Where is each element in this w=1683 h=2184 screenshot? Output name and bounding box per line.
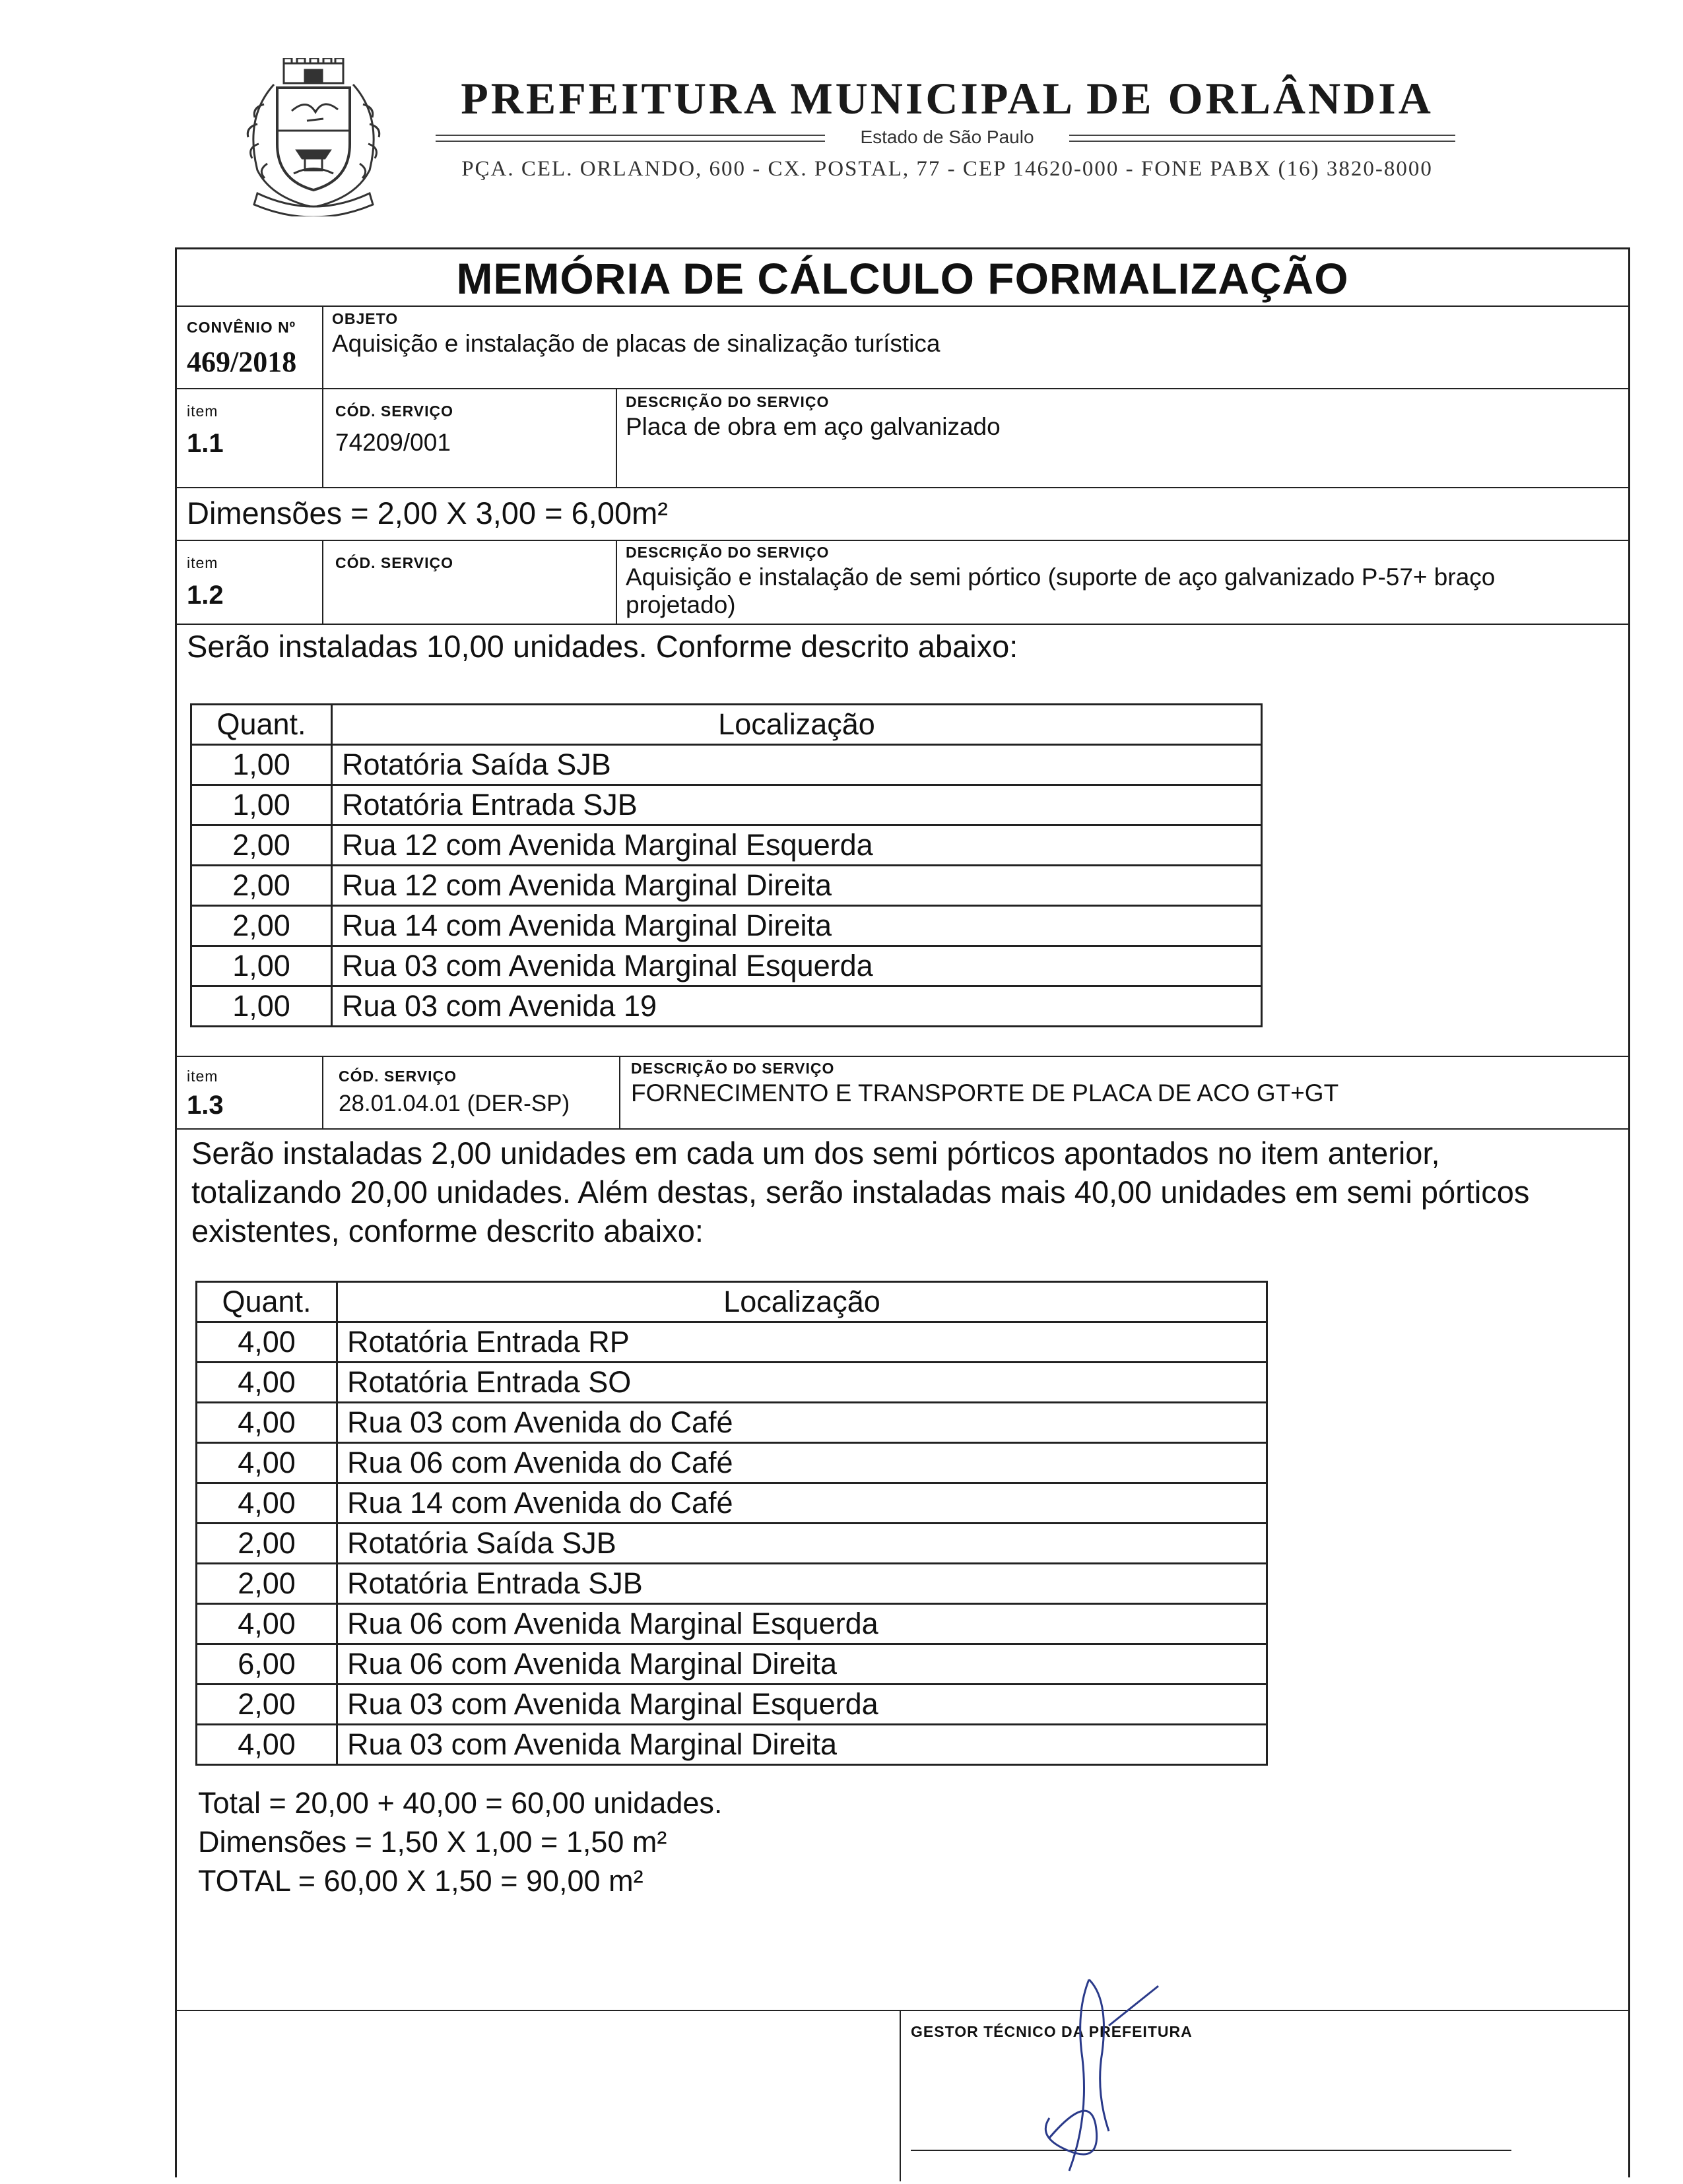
item-value: 1.3 [187,1091,224,1120]
table-row [197,1322,1267,1363]
divider [616,540,617,624]
table-header-quant: Quant. [191,705,332,745]
divider [1069,135,1455,142]
quantity-cell: 2,00 [191,866,332,906]
gestor-tecnico-label: GESTOR TÉCNICO DA PREFEITURA [911,2023,1193,2040]
table-row [197,1725,1267,1765]
cod-servico-value: 28.01.04.01 (DER-SP) [339,1091,570,1116]
locations-table-1 [190,703,1263,1027]
installation-note [191,1134,1624,1250]
quantity-cell: 4,00 [197,1443,337,1483]
location-cell: Rua 03 com Avenida do Café [337,1403,1267,1443]
signature-line [911,2150,1511,2151]
table-row [191,745,1262,785]
item-value: 1.1 [187,429,224,458]
organization-title: PREFEITURA MUNICIPAL DE ORLÂNDIA [461,73,1434,123]
total-area: TOTAL = 60,00 X 1,50 = 90,00 m² [198,1864,644,1898]
divider [900,2010,901,2181]
note-line-2: totalizando 20,00 unidades. Além destas, serão instaladas mais 40,00 unidades em semi pórticos [191,1174,1530,1209]
quantity-cell: 1,00 [191,785,332,825]
table-row [197,1564,1267,1604]
location-cell: Rua 06 com Avenida do Café [337,1443,1267,1483]
quantity-cell: 4,00 [197,1322,337,1363]
quantity-cell: 4,00 [197,1725,337,1765]
table-header-localizacao: Localização [332,705,1262,745]
quantity-cell: 6,00 [197,1644,337,1685]
divider [322,1056,323,1128]
location-cell: Rua 06 com Avenida Marginal Esquerda [337,1604,1267,1644]
location-cell: Rua 03 com Avenida Marginal Direita [337,1725,1267,1765]
table-row [197,1644,1267,1685]
divider [177,624,1628,625]
table-row [191,825,1262,866]
handwritten-signature-icon [1010,1973,1162,2184]
quantity-cell: 2,00 [197,1564,337,1604]
table-row [197,1483,1267,1524]
note-line-3: existentes, conforme descrito abaixo: [191,1213,704,1248]
descricao-label: DESCRIÇÃO DO SERVIÇO [626,544,830,561]
quantity-cell: 4,00 [197,1483,337,1524]
item-value: 1.2 [187,581,224,610]
convenio-value: 469/2018 [187,346,297,378]
quantity-cell: 2,00 [197,1524,337,1564]
location-cell: Rua 03 com Avenida Marginal Esquerda [337,1685,1267,1725]
table-row [197,1403,1267,1443]
table-header-row [191,705,1262,745]
divider [616,388,617,487]
state-subtitle [436,127,1455,150]
table-row [197,1363,1267,1403]
divider [322,305,323,388]
descricao-value: FORNECIMENTO E TRANSPORTE DE PLACA DE ACO GT+GT [631,1079,1339,1107]
quantity-cell: 1,00 [191,986,332,1027]
location-cell: Rotatória Entrada SJB [332,785,1262,825]
descricao-label: DESCRIÇÃO DO SERVIÇO [631,1060,835,1077]
table-row [191,986,1262,1027]
quantity-cell: 4,00 [197,1403,337,1443]
location-cell: Rua 14 com Avenida do Café [337,1483,1267,1524]
cod-servico-label: CÓD. SERVIÇO [335,554,453,571]
location-cell: Rotatória Entrada SJB [337,1564,1267,1604]
objeto-value: Aquisição e instalação de placas de sinalização turística [332,330,940,357]
form-title: MEMÓRIA DE CÁLCULO FORMALIZAÇÃO [456,254,1349,303]
totals-block [198,1783,722,1900]
cod-servico-label: CÓD. SERVIÇO [335,402,453,420]
total-dimensions: Dimensões = 1,50 X 1,00 = 1,50 m² [198,1825,667,1859]
table-row [197,1524,1267,1564]
quantity-cell: 2,00 [191,825,332,866]
quantity-cell: 4,00 [197,1363,337,1403]
location-cell: Rua 12 com Avenida Marginal Esquerda [332,825,1262,866]
locations-table-2 [195,1281,1268,1766]
state-label: Estado de São Paulo [860,127,1034,147]
convenio-label: CONVÊNIO Nº [187,319,296,336]
item-label: item [187,1068,218,1085]
table-row [191,785,1262,825]
cod-servico-value: 74209/001 [335,429,451,456]
quantity-cell: 2,00 [197,1685,337,1725]
divider [177,388,1628,389]
location-cell: Rotatória Entrada RP [337,1322,1267,1363]
location-cell: Rotatória Entrada SO [337,1363,1267,1403]
descricao-label: DESCRIÇÃO DO SERVIÇO [626,393,830,410]
table-row [191,906,1262,946]
table-header-quant: Quant. [197,1282,337,1322]
location-cell: Rua 03 com Avenida 19 [332,986,1262,1027]
municipal-coat-of-arms-icon [231,58,396,216]
calculation-form [175,247,1630,2177]
quantity-cell: 4,00 [197,1604,337,1644]
quantity-cell: 1,00 [191,745,332,785]
table-row [197,1604,1267,1644]
location-cell: Rua 14 com Avenida Marginal Direita [332,906,1262,946]
quantity-cell: 1,00 [191,946,332,986]
table-row [191,866,1262,906]
descricao-value: Placa de obra em aço galvanizado [626,413,1001,440]
divider [177,2010,1628,2011]
divider [322,540,323,624]
cod-servico-label: CÓD. SERVIÇO [339,1068,457,1085]
location-cell: Rotatória Saída SJB [337,1524,1267,1564]
divider [177,305,1628,307]
descricao-value-line1: Aquisição e instalação de semi pórtico (suporte de aço galvanizado P-57+ braço [626,563,1496,591]
location-cell: Rotatória Saída SJB [332,745,1262,785]
item-label: item [187,554,218,571]
address-line: PÇA. CEL. ORLANDO, 600 - CX. POSTAL, 77 - CEP 14620-000 - FONE PABX (16) 3820-8000 [461,157,1433,181]
divider [177,1056,1628,1057]
table-row [197,1443,1267,1483]
divider [177,1128,1628,1130]
table-header-row [197,1282,1267,1322]
total-units: Total = 20,00 + 40,00 = 60,00 unidades. [198,1786,723,1820]
location-cell: Rua 03 com Avenida Marginal Esquerda [332,946,1262,986]
divider [619,1056,620,1128]
dimensions-note: Dimensões = 2,00 X 3,00 = 6,00m² [187,496,668,530]
divider [177,540,1628,541]
installation-note: Serão instaladas 10,00 unidades. Conforme descrito abaixo: [187,629,1018,664]
objeto-label: OBJETO [332,310,399,327]
quantity-cell: 2,00 [191,906,332,946]
table-header-localizacao: Localização [337,1282,1267,1322]
table-row [197,1685,1267,1725]
descricao-value-line2: projetado) [626,591,736,618]
table-row [191,946,1262,986]
location-cell: Rua 06 com Avenida Marginal Direita [337,1644,1267,1685]
location-cell: Rua 12 com Avenida Marginal Direita [332,866,1262,906]
item-label: item [187,402,218,420]
divider [177,487,1628,488]
note-line-1: Serão instaladas 2,00 unidades em cada um dos semi pórticos apontados no item anterior, [191,1136,1440,1171]
divider [322,388,323,487]
divider [436,135,825,142]
